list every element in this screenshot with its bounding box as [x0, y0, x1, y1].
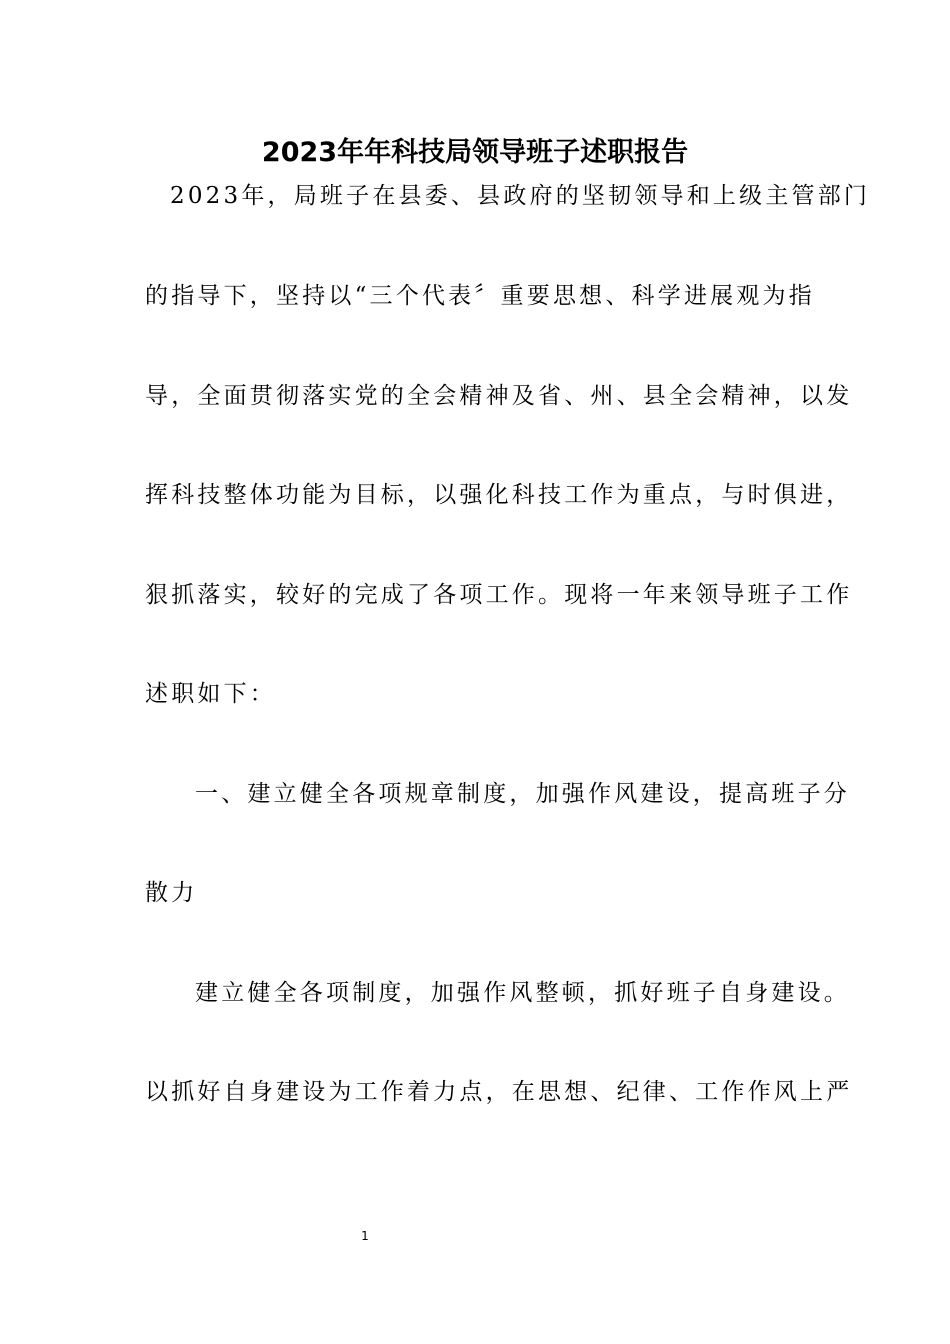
paragraph-line: 2023年，局班子在县委、县政府的坚韧领导和上级主管部门 — [170, 183, 871, 209]
paragraph-line: 建立健全各项制度，加强作风整顿，抓好班子自身建设。 — [195, 980, 850, 1006]
document-title: 2023年年科技局领导班子述职报告 — [261, 137, 689, 168]
page-number: 1 — [361, 1229, 369, 1243]
paragraph-line: 导，全面贯彻落实党的全会精神及省、州、县全会精神，以发 — [145, 383, 853, 409]
paragraph-line: 以抓好自身建设为工作着力点，在思想、纪律、工作作风上严 — [145, 1079, 853, 1105]
paragraph-line: 述职如下： — [145, 681, 276, 707]
section-heading-line: 散力 — [145, 880, 198, 906]
paragraph-line: 的指导下，坚持以“三个代表〞重要思想、科学进展观为指 — [145, 283, 815, 309]
paragraph-line: 狠抓落实，较好的完成了各项工作。现将一年来领导班子工作 — [145, 582, 853, 608]
section-heading-line: 一、建立健全各项规章制度，加强作风建设，提高班子分 — [195, 781, 850, 807]
paragraph-line: 挥科技整体功能为目标，以强化科技工作为重点，与时俱进， — [145, 482, 853, 508]
